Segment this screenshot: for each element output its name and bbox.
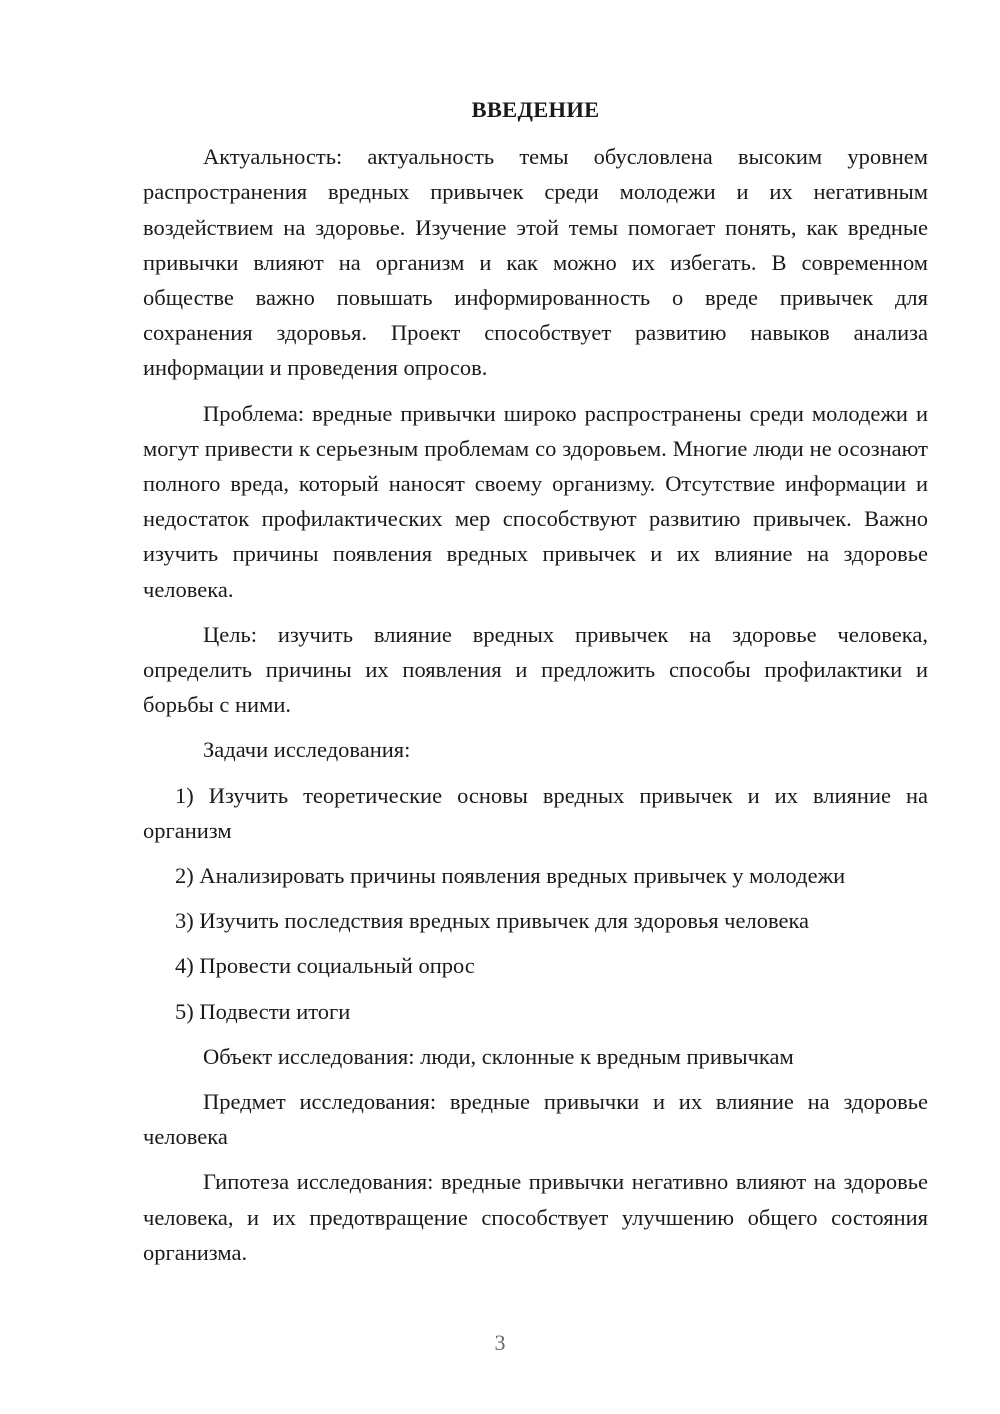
section-title: ВВЕДЕНИЕ <box>471 97 600 122</box>
relevance-paragraph: Актуальность: актуальность темы обусловлена высоким уровнем распространения вредных привычек среди молодежи и их негативным воздействием на здоровье. Изучение этой темы помогает понять, как вредные привычки влияют на организм и как можно их избегать. В современном обществе важно повышать информированность о вреде привычек для сохранения здоровья. Проект способствует развитию навыков анализа информации и проведения опросов. <box>143 144 928 381</box>
task-item-2: 2) Анализировать причины появления вредных привычек у молодежи <box>175 863 846 889</box>
problem-paragraph: Проблема: вредные привычки широко распространены среди молодежи и могут привести к серьезным проблемам со здоровьем. Многие люди не осознают полного вреда, который наносят своему организму. Отсутствие информации и недостаток профилактических мер способствуют развитию привычек. Важно изучить причины появления вредных привычек и их влияние на здоровье человека. <box>143 400 928 602</box>
goal-paragraph: Цель: изучить влияние вредных привычек на здоровье человека, определить причины их появления и предложить способы профилактики и борьбы с ними. <box>143 621 928 718</box>
task-item-5: 5) Подвести итоги <box>175 998 351 1024</box>
research-hypothesis: Гипотеза исследования: вредные привычки негативно влияют на здоровье человека, и их предотвращение способствует улучшению общего состояния организма. <box>143 1169 928 1265</box>
task-item-3: 3) Изучить последствия вредных привычек для здоровья человека <box>175 908 810 934</box>
document-page <box>143 92 928 1280</box>
task-item-4: 4) Провести социальный опрос <box>175 953 475 979</box>
research-subject: Предмет исследования: вредные привычки и их влияние на здоровье человека <box>143 1089 928 1150</box>
page-number: 3 <box>494 1330 506 1355</box>
research-object: Объект исследования: люди, склонные к вредным привычкам <box>203 1043 794 1069</box>
task-item-1: 1) Изучить теоретические основы вредных привычек и их влияние на организм <box>143 782 928 843</box>
tasks-heading: Задачи исследования: <box>203 737 411 763</box>
